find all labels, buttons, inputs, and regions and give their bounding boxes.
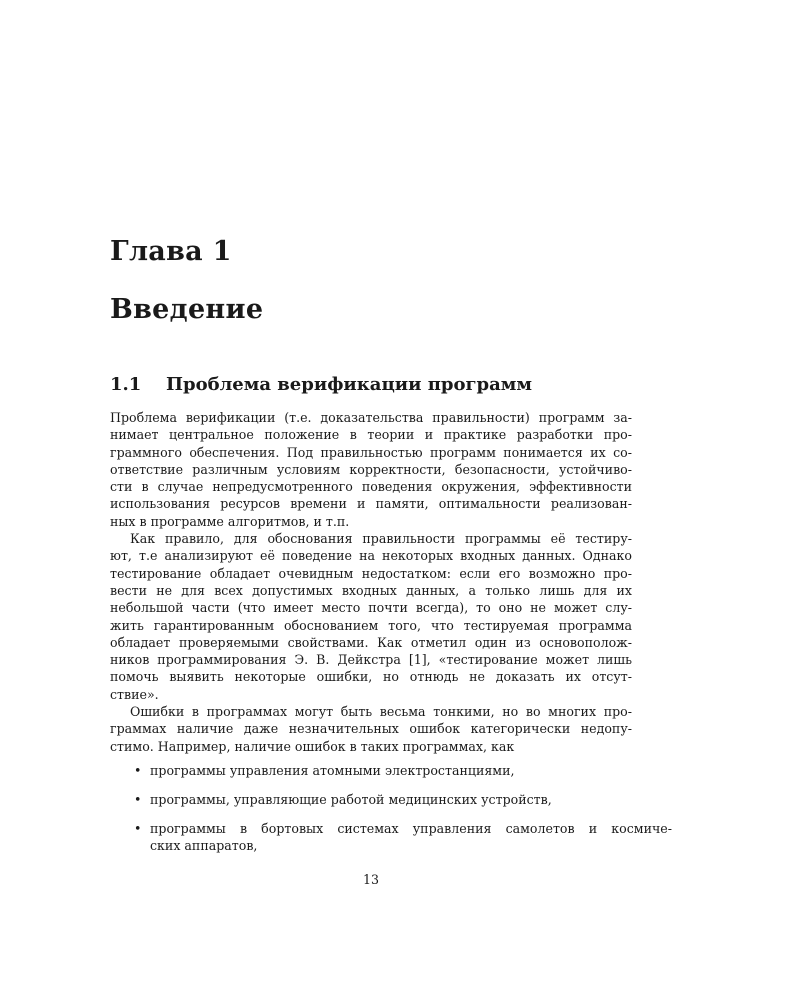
bullet-icon: •: [134, 821, 142, 836]
section-title: Проблема верификации программ: [166, 374, 533, 395]
text-line: нимает центральное положение в теории и практике разработки про-: [110, 427, 632, 443]
section-heading: [110, 374, 532, 395]
list-item: [110, 820, 672, 855]
text-line: обладает проверяемыми свойствами. Как отметил один из основополож-: [110, 634, 632, 650]
text-line: граммах наличие даже незначительных ошибок категорически недопу-: [110, 721, 632, 737]
section-number: 1.1: [110, 374, 142, 395]
paragraph: [110, 703, 632, 755]
text-line: Ошибки в программах могут быть весьма тонкими, но во многих про-: [130, 704, 632, 720]
text-line: граммного обеспечения. Под правильностью программ понимается их со-: [110, 444, 632, 460]
text-line: вести не для всех допустимых входных данных, а только лишь для их: [110, 582, 632, 598]
text-line: небольшой части (что имеет место почти всегда), то оно не может слу-: [110, 600, 632, 616]
text-line: программы в бортовых системах управления самолетов и космиче-: [150, 821, 672, 836]
page-number: 13: [362, 872, 380, 887]
text-line: сти в случае непредусмотренного поведения окружения, эффективности: [110, 479, 632, 495]
text-line: ских аппаратов,: [150, 838, 258, 854]
body-text: [110, 409, 632, 755]
text-line: Проблема верификации (т.е. доказательства правильности) программ за-: [110, 410, 632, 425]
text-line: Как правило, для обоснования правильности программы её тестиру-: [130, 531, 632, 547]
list-item: [110, 762, 672, 779]
text-line: программы управления атомными электростанциями,: [150, 763, 515, 778]
text-line: использования ресурсов времени и памяти, оптимальности реализован-: [110, 496, 632, 512]
list-item: [110, 791, 672, 808]
text-line: стимо. Например, наличие ошибок в таких программах, как: [110, 738, 515, 754]
bullet-icon: •: [134, 763, 142, 778]
chapter-title: Введение: [110, 294, 264, 325]
text-line: ют, т.е анализируют её поведение на некоторых входных данных. Однако: [110, 548, 632, 564]
text-line: помочь выявить некоторые ошибки, но отнюдь не доказать их отсут-: [110, 669, 632, 685]
text-line: ответствие различным условиям корректности, безопасности, устойчиво-: [110, 461, 632, 477]
bullet-icon: •: [134, 792, 142, 807]
text-line: тестирование обладает очевидным недостатком: если его возможно про-: [110, 565, 632, 581]
text-line: ных в программе алгоритмов, и т.п.: [110, 513, 350, 529]
text-line: программы, управляющие работой медицинских устройств,: [150, 792, 552, 807]
paragraph: [110, 530, 632, 703]
text-line: жить гарантированным обоснованием того, что тестируемая программа: [110, 617, 632, 633]
paragraph: [110, 409, 632, 530]
document-page: [110, 0, 672, 1000]
text-line: ствие».: [110, 686, 159, 702]
chapter-label: Глава 1: [110, 236, 232, 267]
text-line: ников программирования Э. В. Дейкстра [1], «тестирование может лишь: [110, 652, 632, 668]
